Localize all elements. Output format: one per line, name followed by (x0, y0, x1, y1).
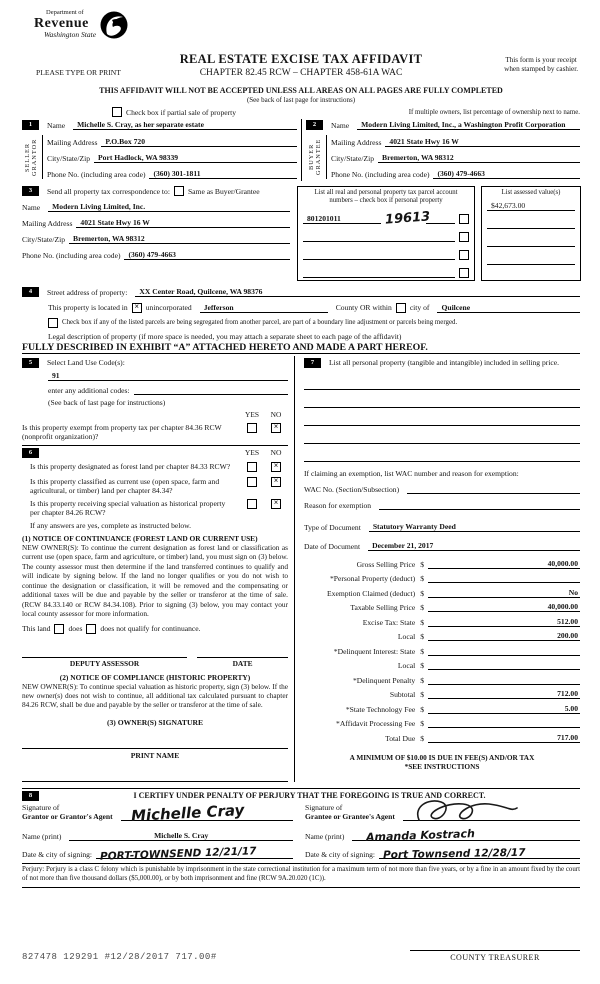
personal-property-line-2[interactable] (304, 398, 580, 408)
dollar-sign: $ (420, 603, 424, 613)
fee-label: *Affidavit Processing Fee (336, 719, 416, 729)
seller-city-value[interactable]: Port Hadlock, WA 98339 (94, 153, 297, 163)
grantor-signature-label (22, 803, 113, 821)
wac-value[interactable] (407, 484, 580, 494)
personal-property-line-4[interactable] (304, 434, 580, 444)
grantor-agent-label: Grantor or Grantor's Agent (22, 812, 113, 822)
fee-row-tech-fee (304, 704, 580, 714)
seller-role-1: SELLER (24, 142, 32, 172)
certify-statement: I CERTIFY UNDER PENALTY OF PERJURY THAT THE FOREGOING IS TRUE AND CORRECT. (133, 791, 486, 801)
street-address-label: Street address of property: (47, 287, 128, 297)
fee-value[interactable]: 512.00 (428, 617, 580, 627)
exempt-no-checkbox[interactable] (271, 423, 281, 433)
personal-property-line-5[interactable] (304, 452, 580, 462)
logo-dept-text: Department of (46, 9, 84, 16)
page-footer (22, 950, 580, 976)
seller-role-2: GRANTOR (31, 138, 38, 176)
parcel-personal-checkbox-2[interactable] (459, 232, 469, 242)
dollar-sign: $ (420, 733, 424, 743)
corr-city-value[interactable]: Bremerton, WA 98312 (69, 234, 290, 244)
dollar-sign: $ (420, 617, 424, 627)
seller-phone-value[interactable]: (360) 301-1811 (149, 169, 297, 179)
grantee-date-city-line[interactable] (379, 846, 580, 862)
fee-value[interactable]: 200.00 (428, 631, 580, 641)
fee-label: *Personal Property (deduct) (330, 574, 416, 584)
buyer-section (301, 119, 580, 181)
parcel-number-3[interactable] (303, 250, 455, 260)
parcel-personal-checkbox-1[interactable] (459, 214, 469, 224)
historic-no-checkbox[interactable] (271, 499, 281, 509)
corr-phone-label: Phone No. (including area code) (22, 251, 121, 260)
fee-row-penalty (304, 675, 580, 685)
grantee-signature-line[interactable] (403, 810, 580, 821)
fee-value[interactable]: 717.00 (428, 733, 580, 743)
buyer-role-label (309, 135, 323, 179)
partial-sale-label: Check box if partial sale of property (126, 107, 237, 117)
personal-property-title: List all personal property (tangible and intangible) included in selling price. (329, 357, 560, 367)
section-8 (22, 788, 580, 888)
section-8-number: 8 (22, 791, 39, 801)
notice1-title: (1) NOTICE OF CONTINUANCE (FOREST LAND OR CURRENT USE) (22, 533, 258, 543)
see-instructions-note: *SEE INSTRUCTIONS (404, 761, 480, 771)
section-2-number: 2 (306, 120, 323, 130)
print-name-line[interactable] (22, 772, 288, 782)
send-correspondence-label: Send all property tax correspondence to: (47, 186, 170, 196)
form-subtitle: CHAPTER 82.45 RCW – CHAPTER 458-61A WAC (199, 68, 403, 78)
fee-value[interactable]: 40,000.00 (428, 602, 580, 612)
fee-label: Total Due (385, 733, 416, 743)
right-column (294, 356, 580, 782)
land-qualify-pre: This land (22, 624, 51, 633)
fee-label: *Delinquent Penalty (352, 675, 416, 685)
section-4 (22, 287, 580, 354)
grantor-date-city-label: Date & city of signing: (22, 850, 93, 860)
buyer-phone-value[interactable]: (360) 479-4663 (433, 169, 580, 179)
exempt-question: Is this property exempt from property tax per chapter 84.36 RCW (nonprofit organization)? (22, 422, 222, 441)
parcel-number-2[interactable] (303, 232, 455, 242)
fee-row-delinq-state (304, 646, 580, 656)
cashier-stamp: 827478 129291 #12/28/2017 717.00# (22, 952, 217, 962)
partial-sale-checkbox[interactable] (112, 107, 122, 117)
fee-row-subtotal (304, 689, 580, 699)
street-address-value[interactable]: XX Center Road, Quilcene, WA 98376 (135, 287, 580, 297)
seller-name-value[interactable]: Michelle S. Cray, as her separate estate (73, 120, 297, 130)
assessed-box-header: List assessed value(s) (501, 189, 561, 196)
deputy-date-label: DATE (232, 658, 253, 668)
unincorporated-checkbox[interactable] (132, 303, 142, 313)
fee-row-taxable (304, 602, 580, 612)
corr-phone-value[interactable]: (360) 479-4663 (124, 250, 290, 260)
acceptance-warning: THIS AFFIDAVIT WILL NOT BE ACCEPTED UNLESS ALL AREAS ON ALL PAGES ARE FULLY COMPLETED (99, 86, 503, 95)
dollar-sign: $ (420, 704, 424, 714)
dollar-sign: $ (420, 675, 424, 685)
form-title: REAL ESTATE EXCISE TAX AFFIDAVIT (179, 52, 423, 66)
additional-codes-value[interactable] (134, 385, 288, 395)
grantor-name-print-label: Name (print) (22, 832, 62, 842)
corr-mailing-value[interactable]: 4021 State Hwy 16 W (76, 218, 290, 228)
deputy-assessor-label: DEPUTY ASSESSOR (69, 658, 140, 668)
parcel-box-header: List all real and personal property tax parcel account numbers – check box if personal property (314, 189, 458, 204)
fee-label: *State Technology Fee (345, 704, 416, 714)
notice1-body: NEW OWNER(S): To continue the current designation as forest land or classification as current use (open space, farm and agriculture, or timber) land, you must sign on (3) below. The county assessor must then determine if the land transferred continues to qualify and will indicate by signing below. If the land no longer qualifies or you do not wish to continue the designation or classification, it will be removed and the compensating or additional taxes will be due and payable by the seller or transferor at the time of sale. (RCW 84.33.140 or RCW 84.34.108). Prior to signing (3) below, you may contact your local county assessor for more information. (22, 542, 288, 619)
land-does-not-label: does not qualify for continuance. (100, 624, 201, 633)
section-4-number: 4 (22, 287, 39, 297)
seller-role-label (25, 135, 39, 179)
grantee-date-city-label: Date & city of signing: (305, 850, 376, 860)
buyer-mailing-value[interactable]: 4021 State Hwy 16 W (385, 137, 580, 147)
legal-description-value[interactable]: FULLY DESCRIBED IN EXHIBIT “A” ATTACHED HERETO AND MADE A PART HEREOF. (22, 342, 580, 354)
owners-signature-line[interactable] (22, 739, 288, 749)
fee-value[interactable] (428, 573, 580, 583)
dollar-sign: $ (420, 574, 424, 584)
receipt-note-line2: when stamped by cashier. (504, 65, 578, 73)
grantee-name-print-handwriting: Amanda Kostrach (366, 827, 476, 845)
seller-city-label: City/State/Zip (47, 154, 91, 163)
fee-row-excise-state (304, 617, 580, 627)
reason-label: Reason for exemption (304, 500, 372, 510)
forest-question: Is this property designated as forest land per chapter 84.33 RCW? (30, 461, 231, 471)
fee-row-gross (304, 559, 580, 569)
no-header-5: NO (270, 409, 282, 419)
date-of-document-label: Date of Document (304, 541, 361, 551)
form-header (22, 8, 580, 86)
segregated-checkbox[interactable] (48, 318, 58, 328)
same-as-buyer-label: Same as Buyer/Grantee (187, 186, 260, 196)
assessed-value-3[interactable] (487, 237, 575, 247)
seller-mailing-label: Mailing Address (47, 138, 98, 147)
logo-revenue-text: Revenue (34, 15, 89, 31)
corr-name-value[interactable]: Modern Living Limited, Inc. (48, 202, 290, 212)
county-or-within-label: County OR within (335, 303, 392, 313)
receipt-note-line1: This form is your receipt (505, 56, 577, 64)
fee-label: Exemption Claimed (deduct) (327, 588, 416, 598)
section5-see-back: (See back of last page for instructions) (48, 397, 166, 407)
unincorporated-label: unincorporated (145, 303, 192, 313)
grantor-name-print-value[interactable]: Michelle S. Cray (69, 831, 293, 841)
logo-state-text: Washington State (44, 29, 97, 39)
seller-name-label: Name (47, 121, 66, 130)
section-3-number: 3 (22, 186, 39, 196)
fee-row-delinq-local (304, 660, 580, 670)
current-yes-checkbox[interactable] (247, 477, 257, 487)
reason-value[interactable] (379, 500, 580, 510)
receipt-note (504, 56, 578, 74)
see-back-note: (See back of last page for instructions) (246, 96, 356, 104)
fee-value[interactable] (428, 718, 580, 728)
city-value[interactable]: Quilcene (437, 303, 580, 313)
land-use-code-value[interactable]: 91 (48, 371, 288, 381)
dollar-sign: $ (420, 632, 424, 642)
buyer-role-2: GRANTEE (315, 138, 322, 176)
fee-value[interactable] (428, 675, 580, 685)
fee-value[interactable]: 40,000.00 (428, 559, 580, 569)
grantee-agent-label: Grantee or Grantee's Agent (305, 812, 395, 822)
land-does-checkbox[interactable] (54, 624, 64, 634)
dollar-sign: $ (420, 661, 424, 671)
buyer-name-value[interactable]: Modern Living Limited, Inc., a Washington Profit Corporation (357, 120, 580, 130)
located-in-label: This property is located in (48, 303, 128, 313)
current-no-checkbox[interactable] (271, 477, 281, 487)
seller-grantor-sidebar (22, 135, 43, 179)
seller-mailing-value[interactable]: P.O.Box 720 (101, 137, 297, 147)
section-5-number: 5 (22, 358, 39, 368)
assessed-value-4[interactable] (487, 255, 575, 265)
signature-of-label: Signature of (22, 802, 60, 812)
fee-row-total-due (304, 733, 580, 743)
fee-row-exemption (304, 588, 580, 598)
no-header-6: NO (270, 448, 282, 458)
perjury-statement: Perjury: Perjury is a class C felony which is punishable by imprisonment in the state correctional institution for a maximum term of not more than five years, or by a fine in an amount fixed by the court of not more than five thousand dollars ($5,000.00), or by both imprisonment and fine (RCW 9A.20.020 (1C)). (22, 863, 580, 888)
fee-value[interactable] (428, 646, 580, 656)
fee-label: Excise Tax: State (362, 617, 416, 627)
notice2-title: (2) NOTICE OF COMPLIANCE (HISTORIC PROPERTY) (59, 672, 251, 682)
same-as-buyer-checkbox[interactable] (174, 186, 184, 196)
grantor-signature-handwriting: Michelle Cray (130, 801, 245, 826)
fee-value[interactable]: 712.00 (428, 689, 580, 699)
exemption-note: If claiming an exemption, list WAC number and reason for exemption: (304, 468, 519, 478)
fee-row-processing-fee (304, 718, 580, 728)
current-use-question: Is this property classified as current use (open space, farm and agricultural, or timber) land per chapter 84.34? (30, 476, 220, 495)
buyer-grantee-sidebar (306, 135, 327, 179)
parcel-number-1[interactable]: 801201011 (303, 214, 381, 224)
segregated-label: Check box if any of the listed parcels are being segregated from another parcel, are part of a boundary line adjustment or parcels being merged. (62, 319, 458, 327)
exempt-yes-checkbox[interactable] (247, 423, 257, 433)
forest-no-checkbox[interactable] (271, 462, 281, 472)
section-7-number: 7 (304, 358, 321, 368)
fee-label: Taxable Selling Price (350, 603, 416, 613)
buyer-city-value[interactable]: Bremerton, WA 98312 (378, 153, 580, 163)
land-use-title: Select Land Use Code(s): (47, 358, 125, 368)
historic-yes-checkbox[interactable] (247, 499, 257, 509)
fee-label: Local (397, 632, 416, 642)
historic-question: Is this property receiving special valuation as historical property per chapter 84.26 RCW? (30, 498, 226, 517)
buyer-name-label: Name (331, 121, 350, 130)
dor-swirl-icon (98, 10, 130, 42)
seller-section (22, 119, 301, 181)
deputy-date-line[interactable] (197, 648, 288, 658)
notice2-body: NEW OWNER(S): To continue special valuation as historic property, sign (3) below. If the new owner(s) does not wish to continue, all additional tax calculated pursuant to chapter 84.26 RCW, shall be due and payable by the seller or transferor at the time of sale. (22, 681, 288, 710)
dor-logo (34, 10, 130, 42)
fee-row-excise-local (304, 631, 580, 641)
dollar-sign: $ (420, 719, 424, 729)
buyer-phone-label: Phone No. (including area code) (331, 170, 430, 179)
fee-label: *Delinquent Interest: State (333, 646, 416, 656)
dollar-sign: $ (420, 690, 424, 700)
grantor-date-city-line[interactable] (96, 845, 293, 863)
section-6-number: 6 (22, 448, 39, 458)
parcel-personal-checkbox-3[interactable] (459, 250, 469, 260)
city-of-label: city of (409, 303, 430, 313)
parcel-personal-checkbox-4[interactable] (459, 268, 469, 278)
seller-phone-label: Phone No. (including area code) (47, 170, 146, 179)
assessed-value-1[interactable]: $42,673.00 (487, 201, 575, 211)
yes-header-6: YES (244, 448, 260, 458)
please-type-or-print: PLEASE TYPE OR PRINT (36, 68, 121, 77)
grantee-signature-label (305, 803, 395, 821)
section-1-number: 1 (22, 120, 39, 130)
wac-label: WAC No. (Section/Subsection) (304, 484, 400, 494)
left-column (22, 356, 294, 782)
grantee-name-print-line[interactable] (352, 827, 580, 845)
land-does-label: does (68, 624, 83, 633)
fee-value[interactable]: No (428, 588, 580, 598)
corr-city-label: City/State/Zip (22, 235, 66, 244)
corr-mailing-label: Mailing Address (22, 219, 73, 228)
owners-signature-label: (3) OWNER(S) SIGNATURE (106, 717, 204, 727)
fee-value[interactable]: 5.00 (428, 704, 580, 714)
fee-value[interactable] (428, 660, 580, 670)
grantor-signature-line[interactable] (121, 801, 293, 826)
assessed-values-box (481, 186, 581, 281)
type-of-document-label: Type of Document (304, 522, 361, 532)
city-of-checkbox[interactable] (396, 303, 406, 313)
fee-label: Local (397, 661, 416, 671)
fee-label: Subtotal (389, 690, 416, 700)
print-name-label: PRINT NAME (130, 750, 180, 760)
buyer-mailing-label: Mailing Address (331, 138, 382, 147)
fee-row-personal (304, 573, 580, 583)
buyer-city-label: City/State/Zip (331, 154, 375, 163)
if-yes-note: If any answers are yes, complete as instructed below. (30, 520, 192, 530)
parcel-numbers-box (297, 186, 475, 281)
parcel-handwritten-note: 19613 (384, 209, 431, 228)
grantee-date-city-handwriting: Port Townsend 12/28/17 (382, 846, 526, 862)
forest-yes-checkbox[interactable] (247, 462, 257, 472)
grantee-signature-scribble (411, 796, 521, 826)
land-does-not-checkbox[interactable] (86, 624, 96, 634)
minimum-fee-note: A MINIMUM OF $10.00 IS DUE IN FEE(S) AND/OR TAX (349, 752, 535, 762)
buyer-role-1: BUYER (308, 143, 316, 171)
signature-of-label: Signature of (305, 802, 343, 812)
dollar-sign: $ (420, 646, 424, 656)
type-of-document-value[interactable]: Statutory Warranty Deed (369, 522, 580, 532)
section-3 (22, 186, 580, 281)
fee-label: Gross Selling Price (356, 559, 416, 569)
county-treasurer-label: COUNTY TREASURER (410, 950, 580, 962)
county-value[interactable]: Jefferson (200, 303, 328, 313)
dollar-sign: $ (420, 559, 424, 569)
assessed-value-2[interactable] (487, 219, 575, 229)
multiple-owners-note: If multiple owners, list percentage of ownership next to name. (408, 108, 580, 116)
additional-codes-label: enter any additional codes: (48, 385, 130, 395)
deputy-assessor-signature-line[interactable] (22, 648, 187, 658)
dollar-sign: $ (420, 588, 424, 598)
corr-name-label: Name (22, 203, 41, 212)
personal-property-line-1[interactable] (304, 380, 580, 390)
personal-property-line-3[interactable] (304, 416, 580, 426)
legal-description-label: Legal description of property (if more space is needed, you may attach a separate sheet to each page of the affidavit) (48, 331, 402, 341)
date-of-document-value[interactable]: December 21, 2017 (368, 541, 580, 551)
yes-header-5: YES (245, 409, 259, 419)
grantor-date-city-handwriting: PORT-TOWNSEND 12/21/17 (99, 845, 257, 863)
parcel-number-4[interactable] (303, 268, 455, 278)
grantee-name-print-label: Name (print) (305, 832, 345, 842)
